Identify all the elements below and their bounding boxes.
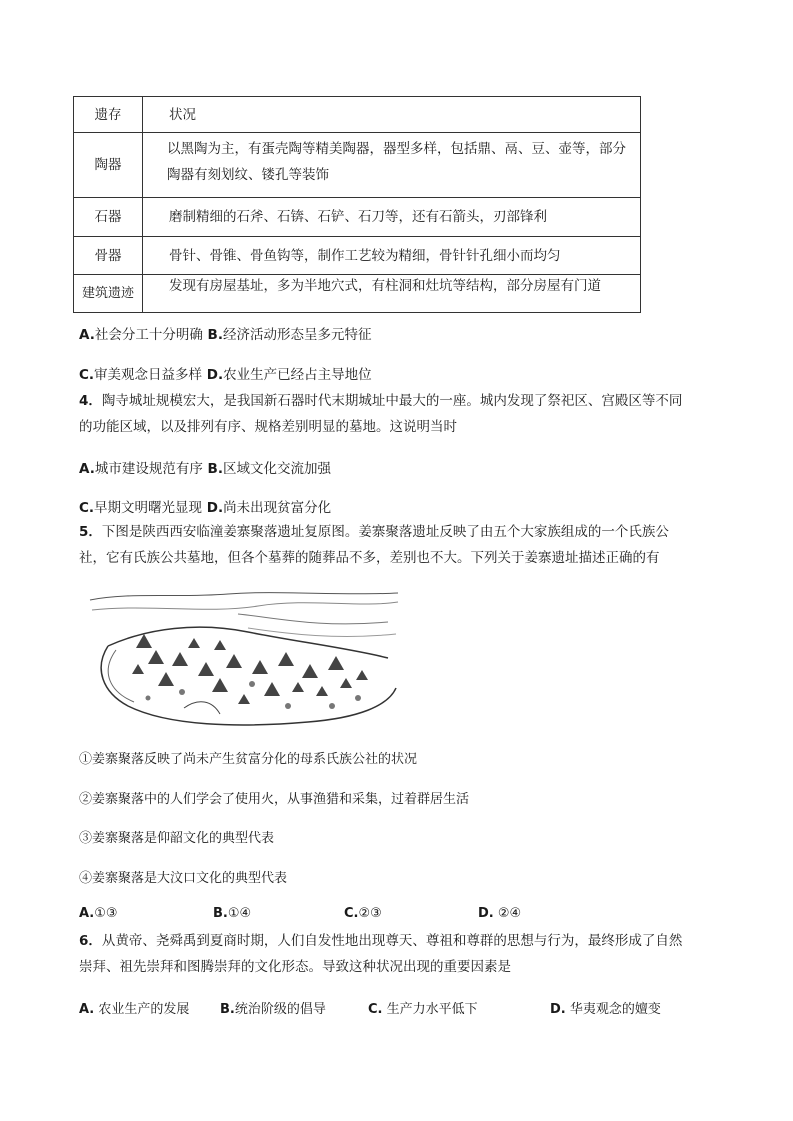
q3-options-row2 [79,363,372,383]
relic-desc-line: 陶器有刻划纹、镂孔等装饰 [167,167,329,183]
table-row [74,198,641,237]
option-text: ②④ [493,906,522,921]
q5-option-d [478,906,521,921]
relic-name: 建筑遗迹 [74,275,143,313]
table-row [74,133,641,198]
option-label: A. [79,461,95,477]
option-text: 早期文明曙光显现 [94,500,203,516]
option-label: C. [344,906,359,921]
option-label: B. [207,461,223,477]
statement-3: ③姜寨聚落是仰韶文化的典型代表 [79,831,275,846]
option-label: D. [478,906,494,921]
option-text: ①④ [227,906,252,921]
option-label: D. [206,500,224,516]
table-row [74,237,641,275]
question-text: 社，它有氏族公共墓地，但各个墓葬的随葬品不多，差别也不大。下列关于姜寨遗址描述正确的有 [79,550,660,566]
relic-name: 骨器 [74,237,143,275]
option-text: 社会分工十分明确 [94,327,203,343]
option-text: 农业生产已经占主导地位 [223,367,372,383]
option-label: C. [368,1002,383,1017]
relic-desc: 骨针、骨锥、骨鱼钩等，制作工艺较为精细，骨针针孔细小而均匀 [143,237,641,275]
q6-option-b [220,998,326,1017]
header-status: 状况 [143,97,641,133]
option-label: D. [206,367,224,383]
q3-options-row1 [79,323,371,343]
relic-desc [143,133,641,198]
option-text: ①③ [94,906,118,921]
option-label: C. [79,367,95,383]
option-text: 尚未出现贫富分化 [223,500,332,516]
option-label: A. [79,1002,95,1017]
question-number: 4． [79,393,102,409]
relic-name: 石器 [74,198,143,237]
settlement-reconstruction-image [88,588,400,736]
option-label: A. [79,906,95,921]
statement-1: ①姜寨聚落反映了尚未产生贫富分化的母系氏族公社的状况 [79,752,418,767]
q4-options-row2 [79,496,331,516]
option-text: 审美观念日益多样 [94,367,203,383]
header-relic: 遗存 [74,97,143,133]
relic-desc: 发现有房屋基址，多为半地穴式，有柱洞和灶坑等结构，部分房屋有门道 [143,275,641,313]
q5-option-c [344,906,382,921]
relics-table [73,96,641,313]
option-text: 区域文化交流加强 [222,461,331,477]
option-text: ②③ [358,906,382,921]
table-row [74,275,641,313]
option-text: 生产力水平低下 [382,1002,478,1017]
option-text: 农业生产的发展 [94,1002,190,1017]
q6-option-c [368,998,478,1017]
option-label: D. [550,1002,566,1017]
option-text: 城市建设规范有序 [94,461,203,477]
q5-option-b [213,906,251,921]
option-label: A. [79,327,95,343]
q6-option-a [79,998,189,1017]
question-text: 的功能区域，以及排列有序、规格差别明显的墓地。这说明当时 [79,419,457,435]
statement-4: ④姜寨聚落是大汶口文化的典型代表 [79,871,288,886]
q6-option-d [550,998,661,1017]
table-header-row [74,97,641,133]
relic-desc: 磨制精细的石斧、石锛、石铲、石刀等，还有石箭头，刃部锋利 [143,198,641,237]
question-number: 5． [79,524,102,540]
option-text: 华夷观念的嬗变 [565,1002,661,1017]
question-number: 6． [79,933,102,949]
statement-2: ②姜寨聚落中的人们学会了使用火，从事渔猎和采集，过着群居生活 [79,792,470,807]
q4-stem [79,388,719,440]
question-text: 陶寺城址规模宏大，是我国新石器时代末期城址中最大的一座。城内发现了祭祀区、宫殿区等不同 [101,393,683,409]
question-text: 崇拜、祖先崇拜和图腾崇拜的文化形态。导致这种状况出现的重要因素是 [79,959,511,975]
question-text: 下图是陕西西安临潼姜寨聚落遗址复原图。姜寨聚落遗址反映了由五个大家族组成的一个氏族公 [101,524,669,540]
q5-option-a [79,906,118,921]
relic-desc-line: 以黑陶为主，有蛋壳陶等精美陶器，器型多样，包括鼎、鬲、豆、壶等，部分 [167,141,626,157]
option-label: B. [207,327,223,343]
option-text: 统治阶级的倡导 [234,1002,326,1017]
relic-name: 陶器 [74,133,143,198]
option-label: B. [213,906,228,921]
option-label: C. [79,500,95,516]
q5-stem [79,519,719,571]
option-label: B. [220,1002,235,1017]
option-text: 经济活动形态呈多元特征 [222,327,372,343]
question-text: 从黄帝、尧舜禹到夏商时期，人们自发性地出现尊天、尊祖和尊群的思想与行为，最终形成了自然 [101,933,683,949]
q6-stem [79,928,719,980]
q4-options-row1 [79,457,331,477]
